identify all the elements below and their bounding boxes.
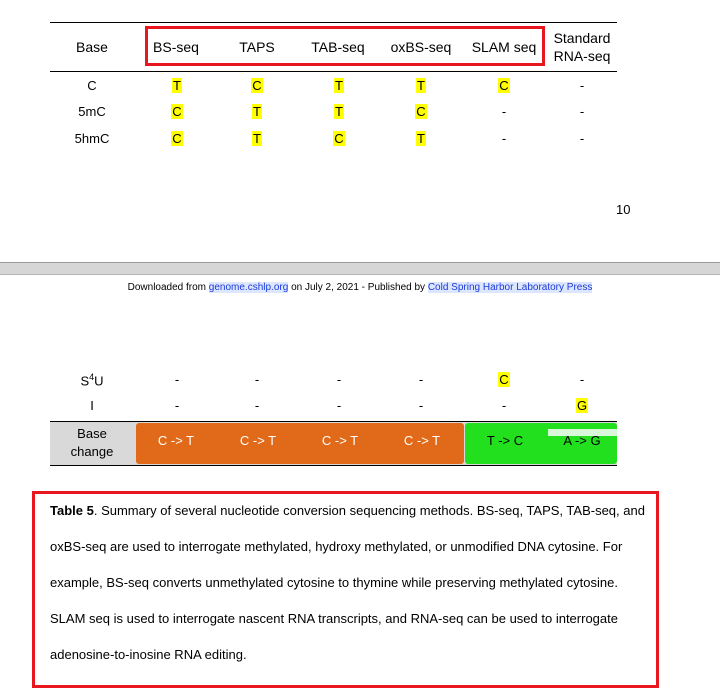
download-middle: on July 2, 2021 - Published by <box>288 282 428 293</box>
table-cell-value: C <box>334 131 344 146</box>
table-cell <box>147 372 207 387</box>
table-cell <box>147 78 207 93</box>
download-site-link[interactable]: genome.cshlp.org <box>208 282 289 293</box>
table-cell-value: C <box>416 104 426 119</box>
table-cell <box>552 78 612 93</box>
row-base-label: 5hmC <box>74 131 110 146</box>
table-cell <box>391 372 451 387</box>
download-line <box>0 282 720 293</box>
table-cell <box>227 78 287 93</box>
table-cell-value: - <box>254 398 260 413</box>
table-cell <box>309 398 369 413</box>
download-prefix: Downloaded from <box>127 282 209 293</box>
table-cell-value: - <box>336 372 342 387</box>
table-cell-value: - <box>579 104 585 119</box>
table-cell <box>474 104 534 119</box>
table-cell-value: - <box>579 372 585 387</box>
base-change-value: C -> T <box>157 433 195 448</box>
caption-text: . Summary of several nucleotide conversion sequencing methods. BS-seq, TAPS, TAB-seq, and oxBS-seq are used to interrogate methylated, hydroxy methylated, or unmodified DNA cytosine. For example, BS-seq converts unmethylated cytosine to thymine while preserving methylated cytosine. SLAM seq is used to interrogate nascent RNA transcripts, and RNA-seq can be used to interrogate adenosine-to-inosine RNA editing. <box>50 503 645 662</box>
header-standard-line2: RNA-seq <box>553 48 611 64</box>
table-cell-value: - <box>174 372 180 387</box>
row-base-label: I <box>90 398 94 413</box>
table-cell <box>552 131 612 146</box>
table-cell-value: T <box>417 78 425 93</box>
row-base-label: $S^4U$ <box>80 372 104 389</box>
page-number: 10 <box>616 202 631 217</box>
table-cell-value: T <box>335 104 343 119</box>
table-top-rule <box>50 22 617 23</box>
base-change-value: C -> T <box>239 433 277 448</box>
table-cell-value: - <box>418 372 424 387</box>
table-cell-value: - <box>579 78 585 93</box>
table-cell-value: - <box>418 398 424 413</box>
table-cell <box>474 131 534 146</box>
caption-label: Table 5 <box>50 503 94 518</box>
table-cell-value: T <box>173 78 181 93</box>
header-slam-seq: SLAM seq <box>471 39 537 55</box>
table-cell-value: G <box>576 398 588 413</box>
header-standard-rna-seq <box>547 29 617 65</box>
table-cell <box>227 372 287 387</box>
table-cell <box>147 104 207 119</box>
header-bottom-rule <box>50 71 617 72</box>
header-bs-seq: BS-seq <box>153 39 199 55</box>
table-cell <box>552 398 612 413</box>
publisher-link[interactable]: Cold Spring Harbor Laboratory Press <box>427 282 593 293</box>
table-cell <box>552 372 612 387</box>
table-cell <box>474 372 534 387</box>
table-cell <box>391 78 451 93</box>
table-cell-value: - <box>501 104 507 119</box>
table-cell-value: C <box>172 131 182 146</box>
methods-highlight-box <box>145 26 545 66</box>
table-cell <box>227 398 287 413</box>
table-cell-value: C <box>499 372 509 387</box>
table-caption <box>50 493 650 673</box>
header-tab-seq: TAB-seq <box>311 39 365 55</box>
page-break-band <box>0 262 720 275</box>
table-cell <box>309 104 369 119</box>
table-cell-value: C <box>172 104 182 119</box>
header-base: Base <box>76 39 108 55</box>
table-cell-value: - <box>501 131 507 146</box>
table-cell-value: C <box>252 78 262 93</box>
base-change-label-line1: Base <box>77 426 107 441</box>
row-base-label: 5mC <box>78 104 106 119</box>
base-change-value: C -> T <box>403 433 441 448</box>
table-cell <box>391 104 451 119</box>
table-cell <box>474 78 534 93</box>
table-cell <box>309 78 369 93</box>
table-cell <box>227 104 287 119</box>
base-change-value: C -> T <box>321 433 359 448</box>
base-change-label <box>62 425 122 461</box>
table-cell <box>147 398 207 413</box>
header-taps: TAPS <box>239 39 275 55</box>
table-cell <box>391 131 451 146</box>
table-cell-value: - <box>501 398 507 413</box>
table-cell-value: T <box>253 131 261 146</box>
table-cell <box>474 398 534 413</box>
table-bottom-rule <box>50 465 617 466</box>
table-cell-value: T <box>253 104 261 119</box>
base-change-value: T -> C <box>486 433 524 448</box>
table-cell-value: - <box>174 398 180 413</box>
table-cell <box>147 131 207 146</box>
table-cell <box>227 131 287 146</box>
table-cell <box>552 104 612 119</box>
header-oxbs-seq: oxBS-seq <box>390 39 452 55</box>
table-cell-value: C <box>499 78 509 93</box>
header-standard-line1: Standard <box>553 30 611 46</box>
row-base-label: C <box>87 78 97 93</box>
table-cell <box>391 398 451 413</box>
table-cell-value: - <box>579 131 585 146</box>
table-cell-value: - <box>336 398 342 413</box>
table-cell-value: T <box>417 131 425 146</box>
base-change-label-line2: change <box>70 444 114 459</box>
table-cell <box>309 372 369 387</box>
table-cell <box>309 131 369 146</box>
table-cell-value: - <box>254 372 260 387</box>
table-cell-value: T <box>335 78 343 93</box>
base-change-value: A -> G <box>563 433 601 448</box>
